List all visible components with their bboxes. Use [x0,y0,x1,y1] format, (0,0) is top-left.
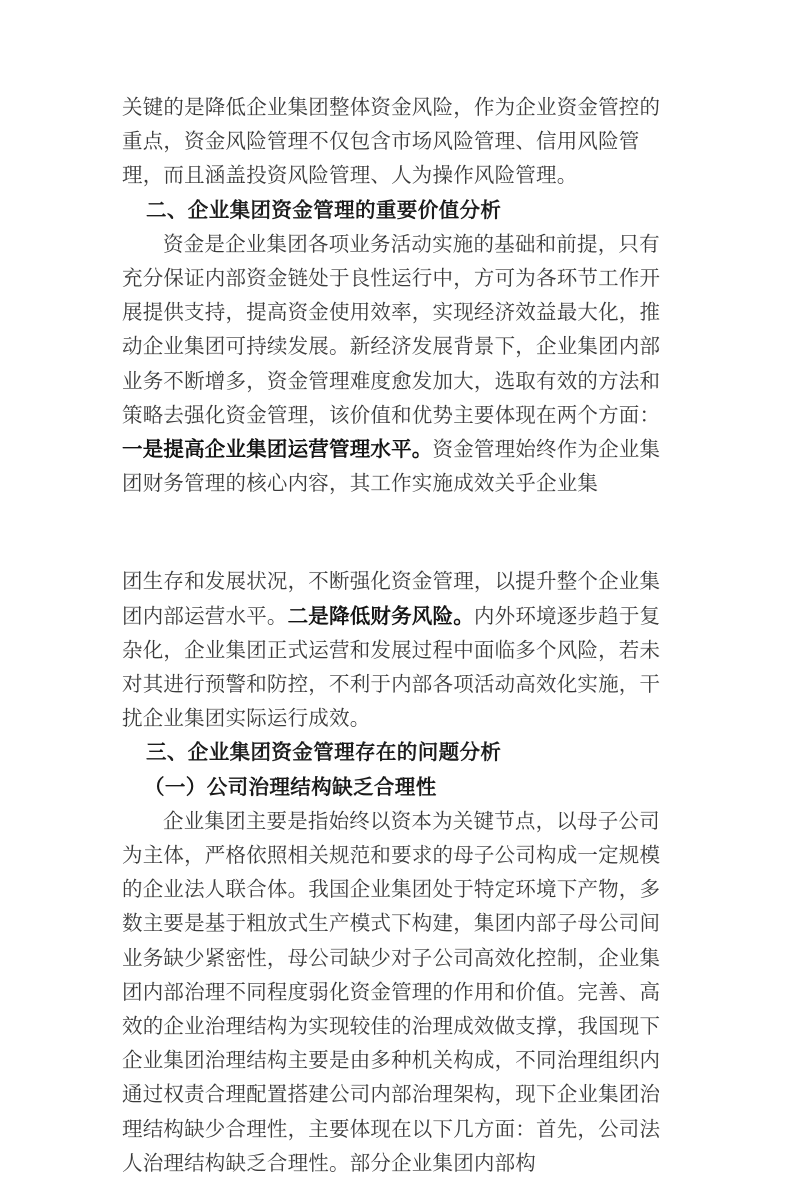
page-break-gap [122,500,670,564]
bold-run-point-one: 一是提高企业集团运营管理水平。 [122,437,433,462]
paragraph-value-analysis [122,227,670,501]
paragraph-value-analysis-text-a: 资金是企业集团各项业务活动实施的基础和前提，只有充分保证内部资金链处于良性运行中，方可为各环节工作开展提供支持，提高资金使用效率，实现经济效益最大化，推动企业集团可持续发展。新经济发展背景下，企业集团内部业务不断增多，资金管理难度愈发加大，选取有效的方法和策略去强化资金管理，该价值和优势主要体现在两个方面： [122,231,661,427]
paragraph-governance-structure: 企业集团主要是指始终以资本为关键节点，以母子公司为主体，严格依照相关规范和要求的母子公司构成一定规模的企业法人联合体。我国企业集团处于特定环境下产物，多数主要是基于粗放式生产模式下构建，集团内部子母公司间业务缺少紧密性，母公司缺少对子公司高效化控制，企业集团内部治理不同程度弱化资金管理的作用和价值。完善、高效的企业治理结构为实现较佳的治理成效做支撑，我国现下企业集团治理结构主要是由多种机关构成，不同治理组织内通过权责合理配置搭建公司内部治理架构，现下企业集团治理结构缺少合理性，主要体现在以下几方面：首先，公司法人治理结构缺乏合理性。部分企业集团内部构 [122,808,661,1175]
paragraph-funds-risk-management: 关键的是降低企业集团整体资金风险，作为企业资金管控的重点，资金风险管理不仅包含市场风险管理、信用风险管理，而且涵盖投资风险管理、人为操作风险管理。 [122,95,661,188]
paragraph-financial-risk [122,564,670,735]
document-body [122,90,670,1180]
heading-section-three: 三、企业集团资金管理存在的问题分析 [146,740,502,765]
heading-subsection-three-one: （一）公司治理结构缺乏合理性 [144,774,437,799]
paragraph-financial-risk-text-b: 内外环境逐步趋于复杂化，企业集团正式运营和发展过程中面临多个风险，若未对其进行预警和防控，不利于内部各项活动高效化实施，干扰企业集团实际运行成效。 [122,603,661,731]
bold-run-point-two: 二是降低财务风险。 [287,603,474,628]
paragraph-financial-risk-text-a: 团生存和发展状况，不断强化资金管理，以提升整个企业集团内部运营水平。 [122,569,661,628]
paragraph-value-analysis-text-b: 资金管理始终作为企业集团财务管理的核心内容，其工作实施成效关乎企业集 [122,437,661,496]
heading-section-two: 二、企业集团资金管理的重要价值分析 [146,197,502,222]
